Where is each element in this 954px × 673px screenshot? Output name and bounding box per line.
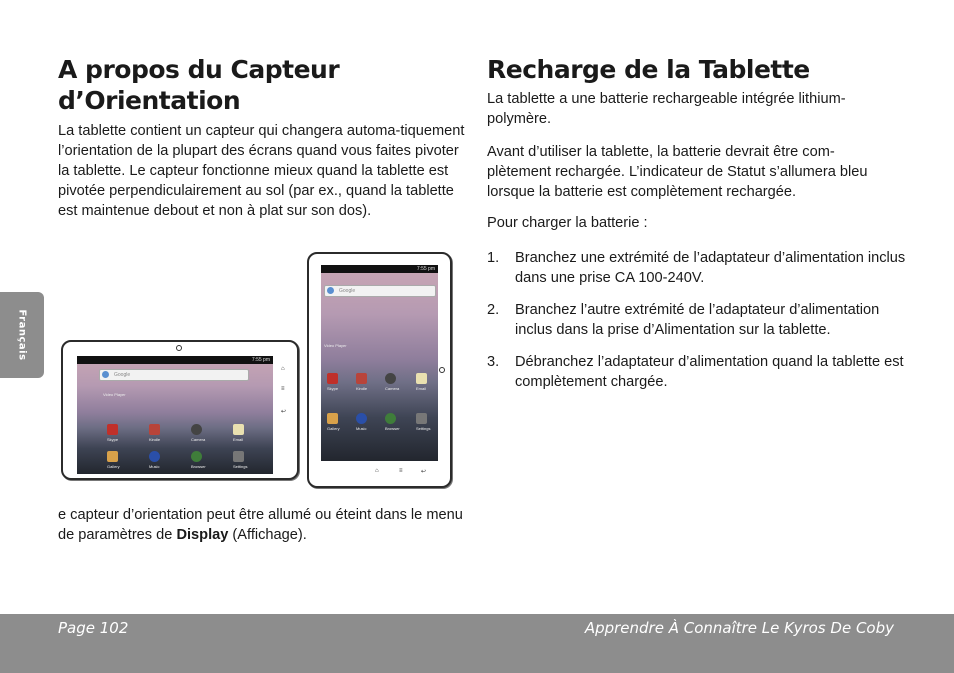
- status-bar: 7:55 pm: [77, 356, 273, 364]
- list-item: [487, 352, 907, 392]
- gallery-icon: [327, 413, 338, 424]
- app-label: Settings: [233, 464, 248, 469]
- browser-icon: [191, 451, 202, 462]
- home-button-icon: ⌂: [375, 468, 379, 474]
- app-label: Music: [149, 464, 160, 469]
- app-label: Browser: [191, 464, 206, 469]
- search-hint: Google: [114, 372, 131, 378]
- step-number: 3.: [487, 354, 500, 370]
- app-label: Kindle: [149, 437, 161, 442]
- display-settings-paragraph: [58, 505, 468, 545]
- front-camera-dot: [439, 367, 445, 373]
- manual-title: Apprendre À Connaître Le Kyros De Coby: [584, 619, 894, 637]
- step-number: 1.: [487, 250, 500, 266]
- app-label: Email: [416, 386, 427, 391]
- list-item: [487, 248, 907, 288]
- google-search-bar: [324, 285, 436, 297]
- step-text: Branchez l’autre extrémité de l’adaptateur d’alimentation inclus dans la prise d’Alimentation sur la tablette.: [515, 302, 880, 338]
- language-label: Français: [16, 309, 28, 361]
- back-button-icon: ↩: [281, 409, 287, 415]
- language-side-tab: [0, 292, 44, 378]
- display-text-after: (Affichage).: [228, 527, 307, 543]
- list-item: [487, 300, 907, 340]
- search-icon: [327, 287, 334, 294]
- precharge-paragraph: Avant d’utiliser la tablette, la batterie devrait être com-plètement rechargée. L’indicateur de Statut s’allumera bleu lorsque la batterie est complètement rechargée.: [487, 144, 868, 200]
- charge-intro: Pour charger la batterie :: [487, 215, 648, 231]
- step-text: Débranchez l’adaptateur d’alimentation quand la tablette est complètement chargée.: [515, 354, 904, 390]
- app-label: Kindle: [356, 386, 368, 391]
- tablet-landscape-screen: [77, 356, 273, 474]
- menu-button-icon: ≡: [399, 468, 403, 474]
- video-widget-label: Video Player: [324, 343, 347, 348]
- app-label: Camera: [191, 437, 206, 442]
- camera-icon: [191, 424, 202, 435]
- front-camera-dot: [176, 345, 182, 351]
- app-icon: [149, 424, 160, 435]
- app-icon: [327, 373, 338, 384]
- music-icon: [356, 413, 367, 424]
- email-icon: [416, 373, 427, 384]
- music-icon: [149, 451, 160, 462]
- search-icon: [102, 371, 109, 378]
- settings-icon: [416, 413, 427, 424]
- home-button-icon: ⌂: [281, 366, 285, 372]
- back-button-icon: ↩: [421, 469, 427, 475]
- menu-button-icon: ≡: [281, 386, 285, 392]
- app-icon: [107, 424, 118, 435]
- status-bar: 7:55 pm: [321, 265, 438, 273]
- app-label: Music: [356, 426, 367, 431]
- app-label: Browser: [385, 426, 400, 431]
- display-text-before: e capteur d’orientation peut être allumé ou éteint dans le menu de paramètres de: [58, 507, 463, 543]
- gallery-icon: [107, 451, 118, 462]
- tablet-portrait-screen: [321, 265, 438, 461]
- charging-heading: Recharge de la Tablette: [487, 55, 810, 84]
- camera-icon: [385, 373, 396, 384]
- page-number: Page 102: [58, 619, 129, 637]
- search-hint: Google: [339, 288, 356, 294]
- step-text: Branchez une extrémité de l’adaptateur d’alimentation inclus dans une prise CA 100-240V.: [515, 250, 906, 286]
- app-label: Gallery: [107, 464, 120, 469]
- video-widget-label: Video Player: [103, 392, 126, 397]
- battery-paragraph: La tablette a une batterie rechargeable intégrée lithium-polymère.: [487, 91, 846, 127]
- app-label: Skype: [327, 386, 339, 391]
- app-label: Gallery: [327, 426, 340, 431]
- app-label: Email: [233, 437, 244, 442]
- settings-icon: [233, 451, 244, 462]
- browser-icon: [385, 413, 396, 424]
- tablet-portrait-illustration: [307, 252, 452, 488]
- app-icon: [356, 373, 367, 384]
- tablet-landscape-illustration: [61, 340, 299, 480]
- google-search-bar: [99, 369, 249, 381]
- display-setting-name: Display: [176, 527, 229, 543]
- orientation-heading: A propos du Capteur d’Orientation: [58, 55, 340, 115]
- step-number: 2.: [487, 302, 500, 318]
- email-icon: [233, 424, 244, 435]
- charging-steps-list: [487, 248, 907, 404]
- app-label: Camera: [385, 386, 400, 391]
- app-label: Settings: [416, 426, 431, 431]
- app-label: Skype: [107, 437, 119, 442]
- page-footer: [0, 614, 954, 673]
- orientation-paragraph: La tablette contient un capteur qui changera automa-tiquement l’orientation de la plupart des écrans quand vous faites pivoter la tablette. Le capteur fonctionne mieux quand la tablette est pivotée perpendiculairement au sol (par ex., quand la tablette est maintenue debout et non à plat sur son dos).: [58, 123, 465, 219]
